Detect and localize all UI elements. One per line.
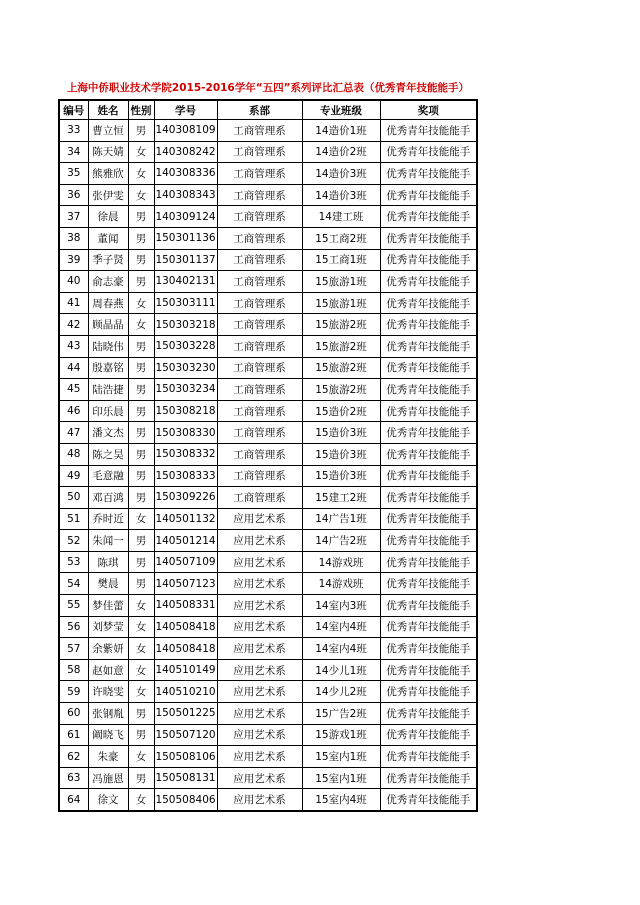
cell-gender: 男 [128, 465, 154, 487]
cell-number: 36 [59, 184, 88, 206]
cell-name: 陆晓伟 [88, 335, 128, 357]
cell-name: 朱闻一 [88, 530, 128, 552]
column-header-name: 姓名 [88, 100, 128, 120]
cell-gender: 男 [128, 400, 154, 422]
cell-gender: 男 [128, 530, 154, 552]
cell-student-id: 150303230 [154, 357, 217, 379]
table-row [59, 638, 477, 660]
column-header-student-id: 学号 [154, 100, 217, 120]
cell-gender: 女 [128, 163, 154, 185]
cell-gender: 女 [128, 638, 154, 660]
table-row [59, 443, 477, 465]
cell-award: 优秀青年技能能手 [380, 400, 477, 422]
cell-name: 曹立恒 [88, 120, 128, 142]
cell-name: 赵如意 [88, 659, 128, 681]
cell-name: 张伊雯 [88, 184, 128, 206]
cell-student-id: 140508418 [154, 638, 217, 660]
cell-gender: 男 [128, 573, 154, 595]
cell-student-id: 130402131 [154, 271, 217, 293]
cell-student-id: 140308242 [154, 141, 217, 163]
cell-name: 熊雅欣 [88, 163, 128, 185]
cell-gender: 男 [128, 443, 154, 465]
cell-department: 应用艺术系 [217, 508, 302, 530]
table-row [59, 551, 477, 573]
cell-department: 应用艺术系 [217, 724, 302, 746]
cell-award: 优秀青年技能能手 [380, 638, 477, 660]
column-header-award: 奖项 [380, 100, 477, 120]
cell-award: 优秀青年技能能手 [380, 681, 477, 703]
cell-department: 工商管理系 [217, 292, 302, 314]
column-header-class: 专业班级 [302, 100, 380, 120]
cell-number: 62 [59, 746, 88, 768]
cell-class: 14造价3班 [302, 184, 380, 206]
cell-name: 陈琪 [88, 551, 128, 573]
cell-student-id: 150303218 [154, 314, 217, 336]
cell-name: 朱豪 [88, 746, 128, 768]
cell-award: 优秀青年技能能手 [380, 227, 477, 249]
cell-student-id: 150303228 [154, 335, 217, 357]
table-row [59, 379, 477, 401]
cell-name: 徐晨 [88, 206, 128, 228]
cell-number: 33 [59, 120, 88, 142]
cell-class: 15工商1班 [302, 249, 380, 271]
cell-student-id: 150507120 [154, 724, 217, 746]
cell-award: 优秀青年技能能手 [380, 508, 477, 530]
cell-name: 余紫妍 [88, 638, 128, 660]
cell-student-id: 140501214 [154, 530, 217, 552]
cell-name: 乔时近 [88, 508, 128, 530]
cell-award: 优秀青年技能能手 [380, 163, 477, 185]
cell-name: 陆浩捷 [88, 379, 128, 401]
cell-gender: 女 [128, 746, 154, 768]
table-row [59, 249, 477, 271]
table-row [59, 335, 477, 357]
cell-name: 樊晨 [88, 573, 128, 595]
cell-student-id: 140510210 [154, 681, 217, 703]
cell-student-id: 140308109 [154, 120, 217, 142]
cell-class: 14广告2班 [302, 530, 380, 552]
cell-name: 潘文杰 [88, 422, 128, 444]
cell-gender: 男 [128, 249, 154, 271]
cell-name: 俞志豪 [88, 271, 128, 293]
cell-student-id: 150301136 [154, 227, 217, 249]
cell-name: 周春燕 [88, 292, 128, 314]
cell-class: 15旅游1班 [302, 292, 380, 314]
cell-gender: 男 [128, 487, 154, 509]
cell-student-id: 150308218 [154, 400, 217, 422]
table-row [59, 767, 477, 789]
cell-department: 工商管理系 [217, 314, 302, 336]
cell-department: 应用艺术系 [217, 703, 302, 725]
cell-department: 应用艺术系 [217, 595, 302, 617]
cell-award: 优秀青年技能能手 [380, 595, 477, 617]
award-table [58, 99, 478, 812]
cell-class: 15游戏1班 [302, 724, 380, 746]
cell-number: 55 [59, 595, 88, 617]
cell-gender: 女 [128, 184, 154, 206]
cell-award: 优秀青年技能能手 [380, 487, 477, 509]
cell-student-id: 150308332 [154, 443, 217, 465]
cell-award: 优秀青年技能能手 [380, 271, 477, 293]
cell-award: 优秀青年技能能手 [380, 206, 477, 228]
cell-student-id: 140508418 [154, 616, 217, 638]
table-body [59, 120, 477, 812]
cell-class: 15造价3班 [302, 465, 380, 487]
cell-department: 工商管理系 [217, 487, 302, 509]
table-row [59, 616, 477, 638]
cell-award: 优秀青年技能能手 [380, 357, 477, 379]
cell-name: 阚晓飞 [88, 724, 128, 746]
cell-class: 15造价3班 [302, 422, 380, 444]
cell-student-id: 150501225 [154, 703, 217, 725]
cell-student-id: 140507123 [154, 573, 217, 595]
cell-gender: 男 [128, 227, 154, 249]
cell-number: 64 [59, 789, 88, 811]
cell-award: 优秀青年技能能手 [380, 422, 477, 444]
table-row [59, 508, 477, 530]
cell-gender: 女 [128, 141, 154, 163]
cell-class: 14室内4班 [302, 638, 380, 660]
cell-department: 应用艺术系 [217, 573, 302, 595]
cell-department: 应用艺术系 [217, 530, 302, 552]
cell-award: 优秀青年技能能手 [380, 551, 477, 573]
cell-name: 毛意融 [88, 465, 128, 487]
cell-department: 工商管理系 [217, 379, 302, 401]
cell-number: 47 [59, 422, 88, 444]
cell-number: 45 [59, 379, 88, 401]
cell-student-id: 140308343 [154, 184, 217, 206]
cell-number: 48 [59, 443, 88, 465]
cell-number: 40 [59, 271, 88, 293]
cell-award: 优秀青年技能能手 [380, 379, 477, 401]
table-row [59, 184, 477, 206]
cell-student-id: 150508131 [154, 767, 217, 789]
cell-award: 优秀青年技能能手 [380, 120, 477, 142]
cell-department: 工商管理系 [217, 120, 302, 142]
table-row [59, 703, 477, 725]
table-row [59, 292, 477, 314]
cell-department: 工商管理系 [217, 227, 302, 249]
cell-award: 优秀青年技能能手 [380, 314, 477, 336]
cell-student-id: 140507109 [154, 551, 217, 573]
cell-gender: 男 [128, 206, 154, 228]
cell-student-id: 140501132 [154, 508, 217, 530]
cell-name: 冯施恩 [88, 767, 128, 789]
cell-gender: 女 [128, 789, 154, 811]
table-row [59, 227, 477, 249]
cell-number: 41 [59, 292, 88, 314]
table-row [59, 141, 477, 163]
cell-gender: 男 [128, 703, 154, 725]
cell-number: 49 [59, 465, 88, 487]
cell-gender: 男 [128, 379, 154, 401]
cell-department: 工商管理系 [217, 422, 302, 444]
cell-number: 61 [59, 724, 88, 746]
cell-award: 优秀青年技能能手 [380, 249, 477, 271]
cell-number: 44 [59, 357, 88, 379]
cell-class: 14建工班 [302, 206, 380, 228]
cell-department: 应用艺术系 [217, 659, 302, 681]
cell-gender: 男 [128, 422, 154, 444]
cell-gender: 女 [128, 659, 154, 681]
cell-award: 优秀青年技能能手 [380, 724, 477, 746]
table-row [59, 746, 477, 768]
cell-number: 57 [59, 638, 88, 660]
table-row [59, 573, 477, 595]
cell-gender: 女 [128, 595, 154, 617]
table-row [59, 659, 477, 681]
table-row [59, 314, 477, 336]
cell-number: 46 [59, 400, 88, 422]
cell-name: 顾晶晶 [88, 314, 128, 336]
cell-class: 15广告2班 [302, 703, 380, 725]
table-row [59, 422, 477, 444]
cell-department: 工商管理系 [217, 249, 302, 271]
table-row [59, 120, 477, 142]
cell-class: 15旅游2班 [302, 335, 380, 357]
cell-number: 38 [59, 227, 88, 249]
cell-award: 优秀青年技能能手 [380, 335, 477, 357]
table-row [59, 465, 477, 487]
cell-number: 43 [59, 335, 88, 357]
cell-department: 应用艺术系 [217, 767, 302, 789]
table-row [59, 681, 477, 703]
cell-department: 工商管理系 [217, 357, 302, 379]
cell-student-id: 140309124 [154, 206, 217, 228]
cell-award: 优秀青年技能能手 [380, 703, 477, 725]
cell-student-id: 150508406 [154, 789, 217, 811]
table-header-row [59, 100, 477, 120]
cell-student-id: 150308330 [154, 422, 217, 444]
cell-number: 63 [59, 767, 88, 789]
cell-gender: 男 [128, 724, 154, 746]
cell-number: 39 [59, 249, 88, 271]
cell-department: 工商管理系 [217, 163, 302, 185]
cell-award: 优秀青年技能能手 [380, 141, 477, 163]
table-row [59, 789, 477, 811]
cell-class: 14游戏班 [302, 573, 380, 595]
cell-award: 优秀青年技能能手 [380, 573, 477, 595]
cell-gender: 男 [128, 767, 154, 789]
cell-number: 37 [59, 206, 88, 228]
cell-name: 梦佳蕾 [88, 595, 128, 617]
cell-class: 15室内4班 [302, 789, 380, 811]
cell-student-id: 150508106 [154, 746, 217, 768]
cell-class: 15造价2班 [302, 400, 380, 422]
column-header-number: 编号 [59, 100, 88, 120]
cell-number: 50 [59, 487, 88, 509]
document-title: 上海中侨职业技术学院2015-2016学年“五四”系列评比汇总表（优秀青年技能能手） [66, 82, 470, 94]
cell-class: 15旅游2班 [302, 357, 380, 379]
cell-gender: 女 [128, 681, 154, 703]
cell-name: 季子贤 [88, 249, 128, 271]
cell-number: 58 [59, 659, 88, 681]
cell-class: 15旅游1班 [302, 271, 380, 293]
cell-department: 工商管理系 [217, 206, 302, 228]
cell-number: 53 [59, 551, 88, 573]
cell-department: 工商管理系 [217, 141, 302, 163]
cell-class: 15旅游2班 [302, 314, 380, 336]
cell-name: 张钢胤 [88, 703, 128, 725]
cell-department: 工商管理系 [217, 335, 302, 357]
cell-award: 优秀青年技能能手 [380, 789, 477, 811]
cell-student-id: 150303111 [154, 292, 217, 314]
cell-award: 优秀青年技能能手 [380, 292, 477, 314]
cell-name: 刘梦莹 [88, 616, 128, 638]
cell-gender: 男 [128, 357, 154, 379]
table-row [59, 595, 477, 617]
cell-class: 14室内4班 [302, 616, 380, 638]
table-row [59, 530, 477, 552]
cell-name: 许晓雯 [88, 681, 128, 703]
cell-number: 59 [59, 681, 88, 703]
cell-number: 34 [59, 141, 88, 163]
cell-number: 52 [59, 530, 88, 552]
cell-class: 15室内1班 [302, 767, 380, 789]
cell-gender: 男 [128, 335, 154, 357]
table-row [59, 400, 477, 422]
cell-class: 14造价1班 [302, 120, 380, 142]
table-row [59, 163, 477, 185]
cell-class: 14少儿2班 [302, 681, 380, 703]
cell-department: 工商管理系 [217, 184, 302, 206]
cell-gender: 女 [128, 508, 154, 530]
cell-number: 54 [59, 573, 88, 595]
cell-name: 陈天婧 [88, 141, 128, 163]
cell-name: 陈之昊 [88, 443, 128, 465]
cell-award: 优秀青年技能能手 [380, 465, 477, 487]
cell-number: 56 [59, 616, 88, 638]
cell-department: 工商管理系 [217, 443, 302, 465]
cell-department: 工商管理系 [217, 465, 302, 487]
cell-gender: 女 [128, 292, 154, 314]
cell-class: 15工商2班 [302, 227, 380, 249]
cell-award: 优秀青年技能能手 [380, 184, 477, 206]
cell-class: 15室内1班 [302, 746, 380, 768]
cell-number: 35 [59, 163, 88, 185]
cell-name: 殷嘉铭 [88, 357, 128, 379]
cell-name: 邓百鸿 [88, 487, 128, 509]
cell-class: 14广告1班 [302, 508, 380, 530]
cell-class: 15建工2班 [302, 487, 380, 509]
cell-department: 应用艺术系 [217, 638, 302, 660]
cell-student-id: 140508331 [154, 595, 217, 617]
cell-gender: 男 [128, 271, 154, 293]
cell-class: 15旅游2班 [302, 379, 380, 401]
table-row [59, 724, 477, 746]
cell-department: 工商管理系 [217, 400, 302, 422]
cell-department: 应用艺术系 [217, 746, 302, 768]
column-header-department: 系部 [217, 100, 302, 120]
cell-number: 60 [59, 703, 88, 725]
cell-class: 14造价3班 [302, 163, 380, 185]
cell-gender: 男 [128, 120, 154, 142]
cell-name: 徐文 [88, 789, 128, 811]
cell-department: 应用艺术系 [217, 789, 302, 811]
cell-name: 印乐晨 [88, 400, 128, 422]
cell-student-id: 150301137 [154, 249, 217, 271]
cell-student-id: 150303234 [154, 379, 217, 401]
cell-student-id: 140510149 [154, 659, 217, 681]
table-row [59, 271, 477, 293]
cell-gender: 女 [128, 616, 154, 638]
table-row [59, 487, 477, 509]
cell-department: 应用艺术系 [217, 551, 302, 573]
cell-award: 优秀青年技能能手 [380, 530, 477, 552]
cell-award: 优秀青年技能能手 [380, 443, 477, 465]
table-row [59, 357, 477, 379]
cell-class: 14少儿1班 [302, 659, 380, 681]
cell-award: 优秀青年技能能手 [380, 616, 477, 638]
cell-class: 14室内3班 [302, 595, 380, 617]
cell-department: 工商管理系 [217, 271, 302, 293]
cell-number: 42 [59, 314, 88, 336]
cell-student-id: 140308336 [154, 163, 217, 185]
table-row [59, 206, 477, 228]
cell-award: 优秀青年技能能手 [380, 767, 477, 789]
cell-gender: 女 [128, 314, 154, 336]
cell-name: 董闻 [88, 227, 128, 249]
cell-number: 51 [59, 508, 88, 530]
cell-award: 优秀青年技能能手 [380, 746, 477, 768]
cell-award: 优秀青年技能能手 [380, 659, 477, 681]
cell-gender: 男 [128, 551, 154, 573]
cell-class: 15造价3班 [302, 443, 380, 465]
cell-class: 14游戏班 [302, 551, 380, 573]
cell-class: 14造价2班 [302, 141, 380, 163]
cell-student-id: 150309226 [154, 487, 217, 509]
cell-department: 应用艺术系 [217, 616, 302, 638]
cell-department: 应用艺术系 [217, 681, 302, 703]
column-header-gender: 性别 [128, 100, 154, 120]
cell-student-id: 150308333 [154, 465, 217, 487]
